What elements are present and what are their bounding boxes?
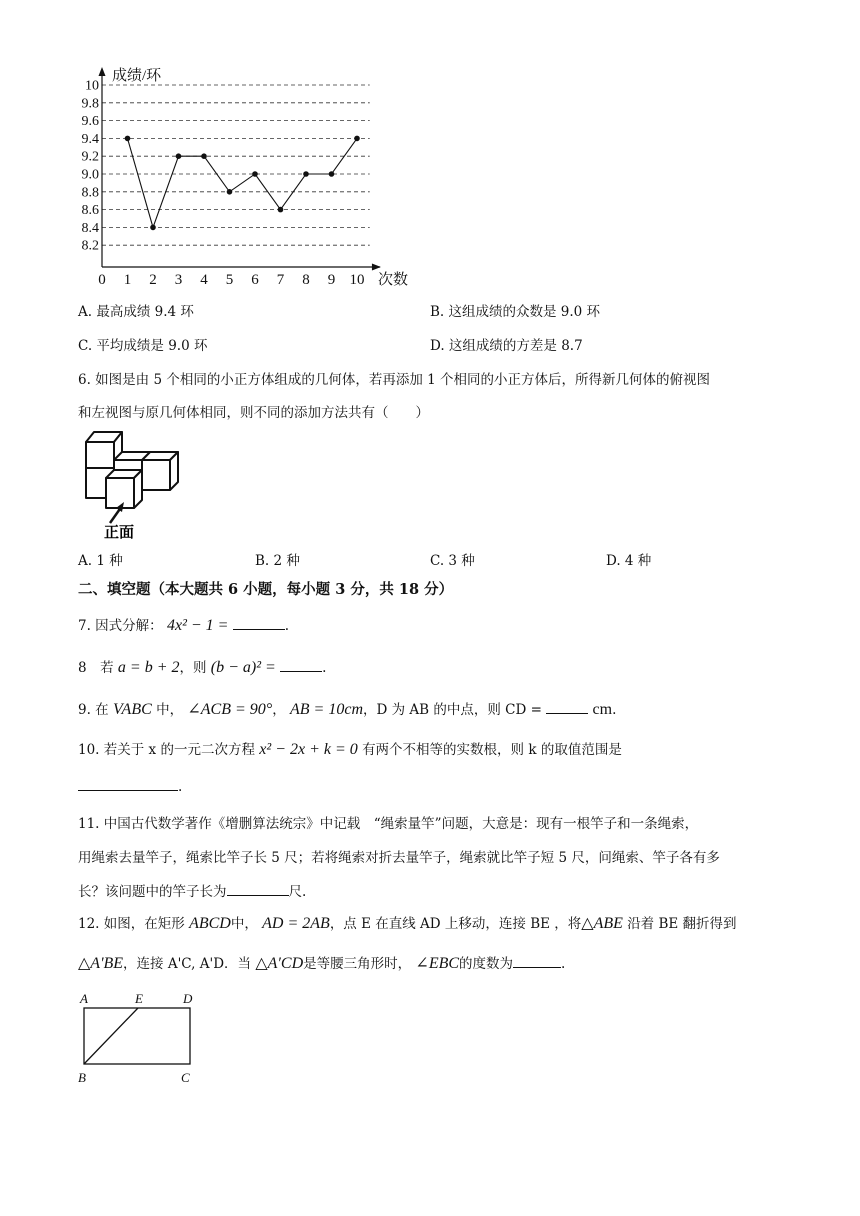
- x-tick-label: 0: [98, 272, 106, 288]
- x-tick-label: 5: [225, 272, 234, 288]
- y-tick-label: 9.0: [81, 167, 99, 183]
- q12-angle-ebc: ∠EBC: [415, 955, 460, 972]
- q12-text-1a: 12. 如图，在矩形: [78, 916, 185, 932]
- q11-text-line2: 用绳索去量竿子，绳索比竿子长 5 尺；若将绳索对折去量竿子，绳索就比竿子短 5 尺，问绳索、竿子各有多: [78, 850, 720, 866]
- q12-text-2c: 的度数为: [459, 956, 514, 972]
- q5-option-b: B. 这组成绩的众数是 9.0 环: [430, 304, 601, 320]
- q11-text-line3: [78, 880, 306, 900]
- x-tick-label: 8: [302, 272, 310, 288]
- y-tick-label: 9.2: [81, 149, 99, 165]
- score-line-chart: [70, 62, 430, 292]
- q9-text-3: ，D 为 AB 的中点，则 CD =: [363, 702, 542, 718]
- q9-period: .: [612, 702, 617, 718]
- q6-option-c: C. 3 种: [430, 553, 475, 569]
- q9-answer-blank[interactable]: [546, 699, 588, 714]
- q11-text-3a: 长？该问题中的竿子长为: [78, 884, 227, 900]
- y-axis-label: 成绩/环: [112, 68, 162, 84]
- x-tick-label: 3: [174, 272, 183, 288]
- section-fill-in-heading: 二、填空题（本大题共 6 小题，每小题 3 分，共 18 分）: [78, 581, 454, 598]
- q8-prefix: 8 若: [78, 660, 114, 676]
- question-9: [78, 698, 616, 719]
- q12-text-1c: ，点 E 在直线 AD 上移动，连接 BE ，将: [329, 916, 582, 932]
- chart-series: [125, 136, 360, 231]
- question-7: [78, 614, 289, 635]
- rectangle-figure: [72, 988, 212, 1088]
- q11-text-3b: 尺.: [288, 884, 307, 900]
- q9-text-2: ，: [272, 702, 286, 718]
- q10-answer-line: [78, 776, 182, 795]
- q12-triangle-a-prime-cd: △A′CD: [255, 955, 304, 972]
- q12-condition: AD = 2AB: [262, 915, 330, 932]
- x-tick-label: 6: [251, 272, 259, 288]
- q5-option-d: D. 这组成绩的方差是 8.7: [430, 338, 583, 354]
- q12-text-2b: 是等腰三角形时，: [303, 956, 412, 972]
- q12-rect-name: ABCD: [189, 915, 231, 932]
- q10-prefix: 10. 若关于 x 的一元二次方程: [78, 742, 255, 758]
- q12-text-line1: [78, 912, 737, 933]
- label-b: B: [78, 1070, 86, 1085]
- q12-triangle-abe: △ABE: [581, 915, 623, 932]
- data-point: [278, 207, 284, 213]
- data-point: [329, 171, 335, 177]
- front-view-label: 正面: [104, 523, 135, 540]
- q12-text-line2: [78, 952, 565, 973]
- chart-axes: [82, 67, 381, 288]
- y-tick-label: 8.2: [81, 238, 99, 254]
- q6-option-a: A. 1 种: [78, 553, 123, 569]
- q11-answer-blank[interactable]: [227, 881, 289, 896]
- x-tick-label: 7: [276, 272, 285, 288]
- q11-text-line1: 11. 中国古代数学著作《增删算法统宗》中记载 “绳索量竿”问题，大意是：现有一根竿子和一条绳索，: [78, 816, 699, 832]
- y-tick-label: 8.6: [81, 203, 99, 219]
- q7-period: .: [284, 618, 290, 634]
- y-tick-label: 8.4: [81, 220, 99, 236]
- q12-text-1b: 中，: [230, 916, 258, 932]
- q6-text-line1: 6. 如图是由 5 个相同的小正方体组成的几何体，若再添加 1 个相同的小正方体后，所得新几何体的俯视图: [78, 372, 711, 388]
- q12-text-1d: 沿着 BE 翻折得到: [627, 916, 737, 932]
- q10-answer-blank[interactable]: [78, 776, 178, 791]
- label-a: A: [80, 991, 88, 1006]
- q6-text-line2: 和左视图与原几何体相同，则不同的添加方法共有（ ）: [78, 405, 429, 421]
- q5-option-c: C. 平均成绩是 9.0 环: [78, 338, 208, 354]
- q5-option-a: A. 最高成绩 9.4 环: [78, 304, 194, 320]
- cube-figure: [80, 428, 190, 540]
- data-point: [354, 136, 360, 142]
- y-tick-label: 9.6: [81, 114, 99, 130]
- question-8: [78, 656, 326, 677]
- x-tick-label: 2: [149, 272, 157, 288]
- y-tick-label: 8.8: [81, 185, 99, 201]
- q10-suffix: 有两个不相等的实数根，则 k 的取值范围是: [362, 742, 622, 758]
- q9-ab-length: AB = 10cm: [290, 701, 363, 718]
- q7-answer-blank[interactable]: [233, 615, 285, 630]
- x-tick-label: 1: [123, 272, 132, 288]
- q8-period: .: [322, 660, 327, 676]
- x-tick-label: 9: [327, 272, 336, 288]
- q9-triangle: VABC: [112, 701, 152, 718]
- chart-grid: [102, 85, 370, 245]
- x-tick-label: 4: [200, 272, 208, 288]
- q7-prefix: 7. 因式分解：: [78, 618, 163, 634]
- q7-expression: 4x² − 1 =: [166, 617, 229, 634]
- q9-text-1: 中，: [151, 702, 184, 718]
- label-c: C: [181, 1070, 190, 1085]
- data-point: [201, 153, 207, 159]
- q9-prefix: 9. 在: [78, 702, 109, 718]
- q9-angle: ∠ACB = 90°: [187, 701, 273, 718]
- data-point: [125, 136, 131, 142]
- x-axis-arrow: [372, 264, 381, 271]
- data-point: [176, 153, 182, 159]
- q10-period: .: [178, 779, 183, 795]
- q10-equation: x² − 2x + k = 0: [259, 741, 358, 758]
- q9-unit: cm: [592, 701, 613, 718]
- data-point: [303, 171, 309, 177]
- q12-triangle-a-prime-be: △A'BE: [78, 955, 124, 972]
- y-axis-arrow: [99, 67, 106, 76]
- q6-option-b: B. 2 种: [255, 553, 300, 569]
- x-axis-label: 次数: [378, 272, 409, 288]
- data-point: [252, 171, 258, 177]
- question-10: [78, 738, 622, 759]
- x-tick-label: 10: [349, 272, 365, 288]
- q12-answer-blank[interactable]: [513, 953, 561, 968]
- q8-mid: ，则: [179, 660, 207, 676]
- q12-text-2a: ，连接 A'C, A'D．当: [123, 956, 252, 972]
- label-e: E: [135, 991, 143, 1006]
- label-d: D: [183, 991, 193, 1006]
- q8-answer-blank[interactable]: [280, 657, 322, 672]
- q8-condition: a = b + 2: [117, 659, 180, 676]
- q6-option-d: D. 4 种: [606, 553, 652, 569]
- y-tick-label: 10: [85, 78, 99, 94]
- q12-period: .: [561, 956, 566, 972]
- y-tick-label: 9.4: [81, 131, 99, 147]
- data-point: [227, 189, 233, 195]
- y-tick-label: 9.8: [81, 96, 99, 112]
- data-point: [150, 225, 156, 231]
- q8-expression: (b − a)² =: [210, 659, 276, 676]
- series-line: [128, 138, 358, 227]
